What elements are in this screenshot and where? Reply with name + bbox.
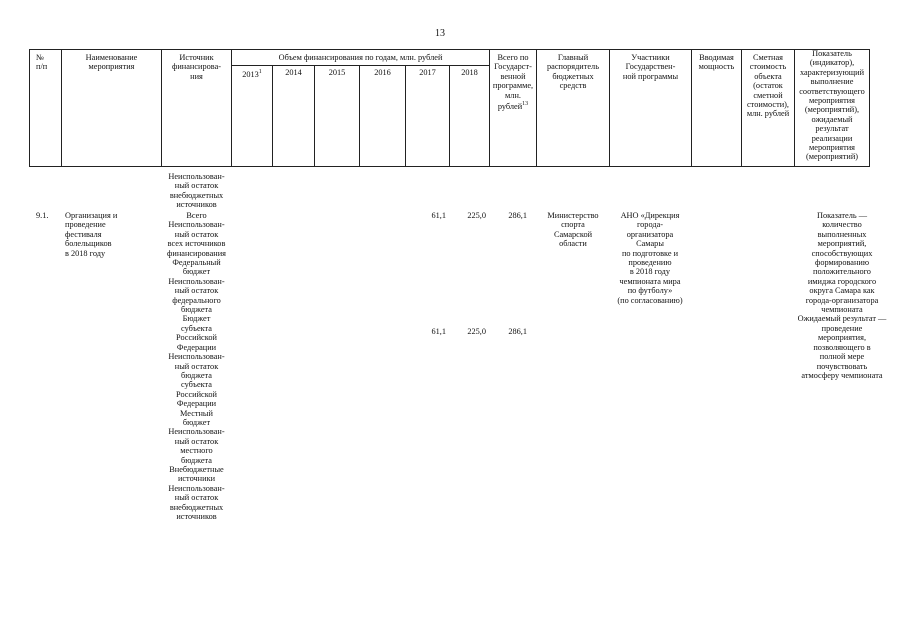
header-year-2015: 2015 <box>328 68 346 77</box>
header-year-2018: 2018 <box>461 68 478 77</box>
row-num: 9.1. <box>36 211 49 220</box>
header-year-2013: 2013$^1$ <box>242 69 262 79</box>
header-year-2014: 2014 <box>285 68 302 77</box>
header-year-2016: 2016 <box>374 68 391 77</box>
row-sources: Всего Неиспользован- ный остаток всех источников финансирования Федеральный бюджет Неиспользован- ный остаток федерального бюджета Бюджет субъекта Российской Федерации Неиспользован- ный остаток бюджета субъекта Российской Федерации Местный бюджет Неиспользован- ный остаток местного бюджета Внебюджетные источники Неиспользован- ный остаток внебюджетных источников <box>167 211 226 521</box>
header-col-participants: Участники Государствен- ной программы <box>622 53 679 81</box>
value-regional-2018: 225,0 <box>467 327 486 336</box>
value-total-2018: 225,0 <box>467 211 486 220</box>
row-participants: АНО «Дирекция города- организатора Самары по подготовке и проведению в 2018 году чемпионата мира по футболу» (по согласованию) <box>617 211 683 305</box>
value-total-2017: 61,1 <box>431 211 446 220</box>
row-name: Организация и проведение фестиваля болельщиков в 2018 году <box>65 211 118 258</box>
header-col-indicator: Показатель (индикатор), характеризующий выполнение соответствующего мероприятия (мероприятий), ожидаемый результат реализации мероприятия (мероприятий) <box>799 49 865 162</box>
row-indicator: Показатель — количество выполненных мероприятий, способствующих формированию положительного имиджа городского округа Самара как города-организатора чемпионата Ожидаемый результат — проведение мероприятия, позволяющего в полной мере почувствовать атмосферу чемпионата <box>797 211 887 380</box>
page-number: 13 <box>435 28 445 39</box>
header-col-name: Наименование мероприятия <box>85 53 138 72</box>
row-admin: Министерство спорта Самарской области <box>547 211 599 249</box>
header-year-2017: 2017 <box>419 68 436 77</box>
header-col-capacity: Вводимая мощность <box>698 53 735 72</box>
header-col-total: Всего по Государст- венной программе, млн. рублей$^{13}$ <box>492 53 534 111</box>
carry-over-source: Неиспользован- ный остаток внебюджетных источников <box>168 172 225 210</box>
value-total-sum: 286,1 <box>508 211 527 220</box>
value-regional-2017: 61,1 <box>431 327 446 336</box>
header-col-estimate: Сметная стоимость объекта (остаток сметной стоимости), млн. рублей <box>746 53 790 119</box>
header-col-num: № п/п <box>36 53 48 72</box>
header-col-source: Источник финансирова- ния <box>171 53 222 81</box>
header-col-volume: Объем финансирования по годам, млн. рублей <box>278 53 443 62</box>
value-regional-sum: 286,1 <box>508 327 527 336</box>
header-col-admin: Главный распорядитель бюджетных средств <box>547 53 599 91</box>
